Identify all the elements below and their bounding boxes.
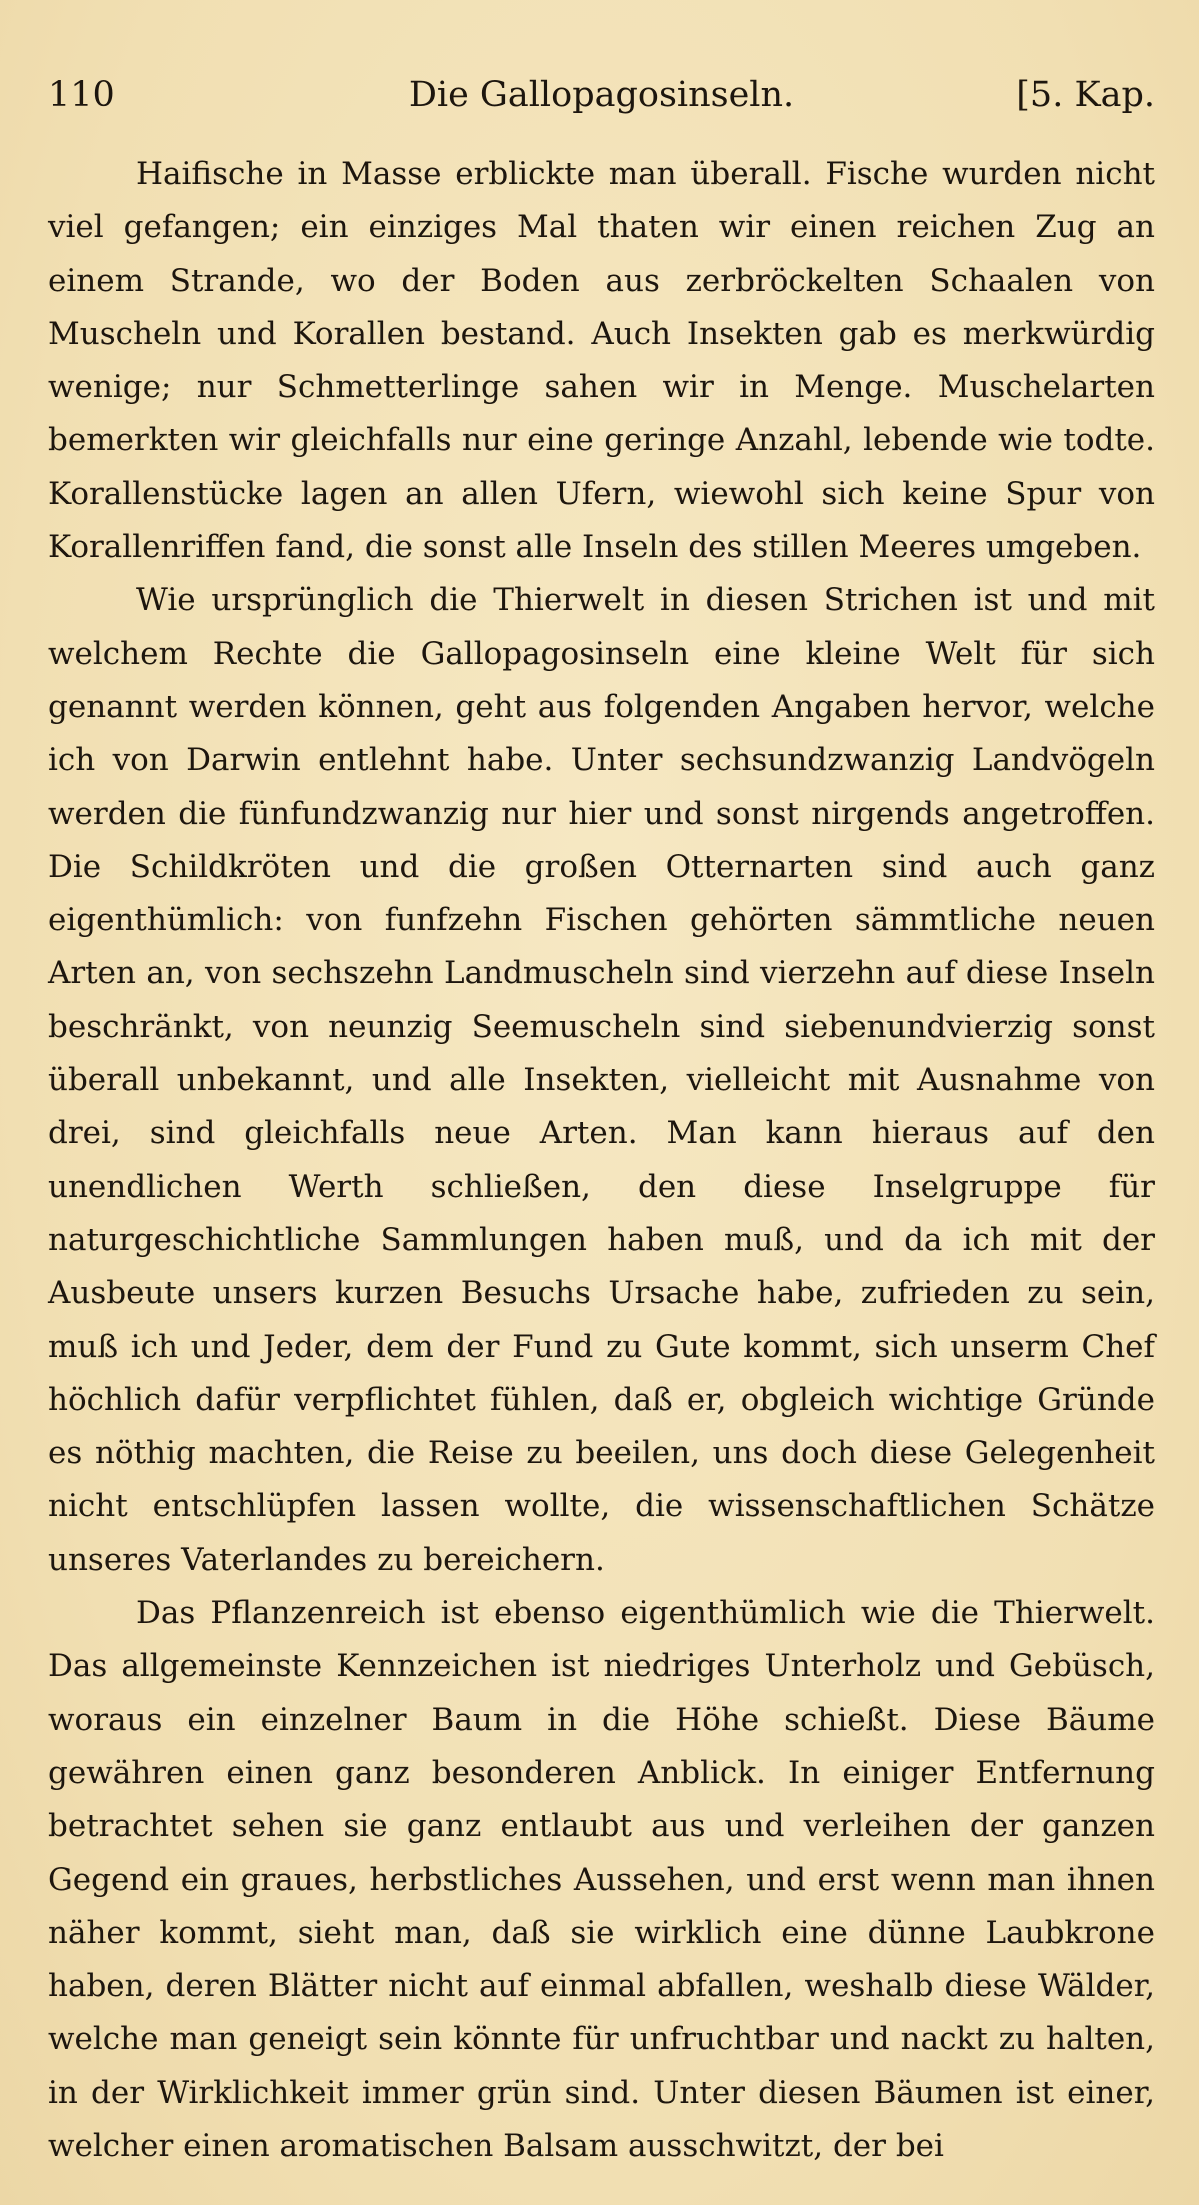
- running-title: Die Gallopagosinseln.: [408, 75, 795, 115]
- paragraph-2: Wie ursprünglich die Thierwelt in diesen Strichen ist und mit welchem Rechte die Gallopagosinseln eine kleine Welt für sich genannt werden können, geht aus folgenden Angaben hervor, welche ich von Darwin entlehnt habe. Unter sechsundzwanzig Landvögeln werden die fünfundzwanzig nur hier und sonst nirgends angetroffen. Die Schildkröten und die großen Otternarten sind auch ganz eigenthümlich: von funfzehn Fischen gehörten sämmtliche neuen Arten an, von sechszehn Landmuscheln sind vierzehn auf diese Inseln beschränkt, von neunzig Seemuscheln sind siebenundvierzig sonst überall unbekannt, und alle Insekten, vielleicht mit Ausnahme von drei, sind gleichfalls neue Arten. Man kann hieraus auf den unendlichen Werth schließen, den diese Inselgruppe für naturgeschichtliche Sammlungen haben muß, und da ich mit der Ausbeute unsers kurzen Besuchs Ursache habe, zufrieden zu sein, muß ich und Jeder, dem der Fund zu Gute kommt, sich unserm Chef höchlich dafür verpflichtet fühlen, daß er, obgleich wichtige Gründe es nöthig machten, die Reise zu beeilen, uns doch diese Gelegenheit nicht entschlüpfen lassen wollte, die wissenschaftlichen Schätze unseres Vaterlandes zu bereichern.: [48, 582, 1155, 1578]
- paragraph-3: Das Pflanzenreich ist ebenso eigenthümlich wie die Thierwelt. Das allgemeinste Kennzeichen ist niedriges Unterholz und Gebüsch, woraus ein einzelner Baum in die Höhe schießt. Diese Bäume gewähren einen ganz besonderen Anblick. In einiger Entfernung betrachtet sehen sie ganz entlaubt aus und verleihen der ganzen Gegend ein graues, herbstliches Aussehen, und erst wenn man ihnen näher kommt, sieht man, daß sie wirklich eine dünne Laubkrone haben, deren Blätter nicht auf einmal abfallen, weshalb diese Wälder, welche man geneigt sein könnte für unfruchtbar und nackt zu halten, in der Wirklichkeit immer grün sind. Unter diesen Bäumen ist einer, welcher einen aromatischen Balsam ausschwitzt, der bei: [48, 1595, 1155, 2164]
- page-number: 110: [48, 75, 115, 115]
- running-head: [48, 72, 1155, 118]
- paragraph-1: Haifische in Masse erblickte man überall. Fische wurden nicht viel gefangen; ein einziges Mal thaten wir einen reichen Zug an einem Strande, wo der Boden aus zerbröckelten Schaalen von Muscheln und Korallen bestand. Auch Insekten gab es merkwürdig wenige; nur Schmetterlinge sahen wir in Menge. Muschelarten bemerkten wir gleichfalls nur eine geringe Anzahl, lebende wie todte. Korallenstücke lagen an allen Ufern, wiewohl sich keine Spur von Korallenriffen fand, die sonst alle Inseln des stillen Meeres umgeben.: [48, 156, 1155, 566]
- body-text: [48, 148, 1155, 2173]
- chapter-reference: [5. Kap.: [1016, 75, 1155, 115]
